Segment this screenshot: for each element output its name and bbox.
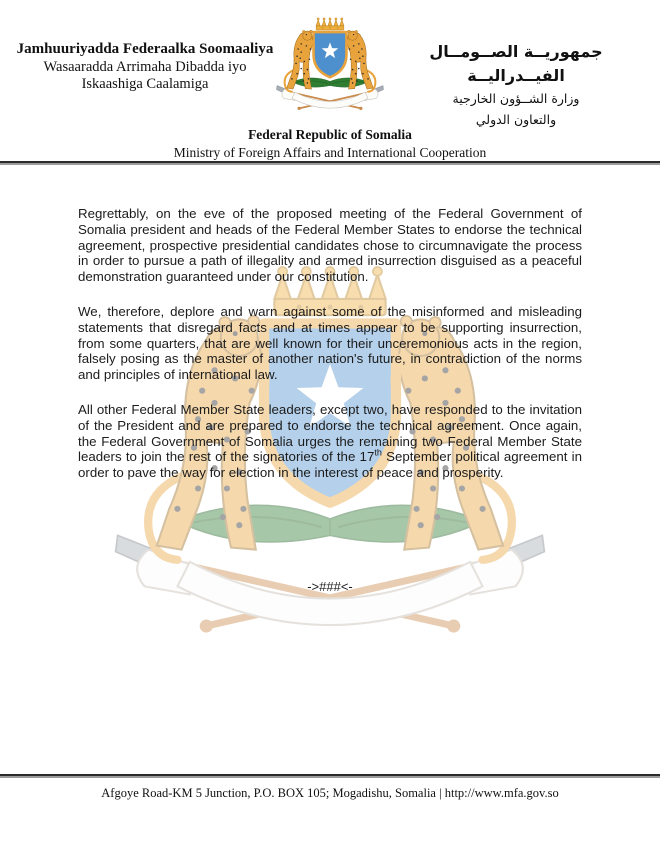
paragraph-3-text-end: September political agreement in order to pave the way for election in the interest of peace and prosperity.: [78, 449, 583, 481]
somali-ministry-line2: Iskaashiga Caalamiga: [81, 76, 209, 92]
english-country-title: Federal Republic of Somalia: [248, 127, 412, 142]
paragraph-1: Regrettably, on the eve of the proposed meeting of the Federal Government of Somalia president and heads of the Federal Member States to endorse the technical agreement, prospective presidential candidates chose to circumnavigate the process in order to pursue a path of illegality and armed insurrection disguised as a peaceful demonstration guaranteed under our constitution.: [78, 206, 582, 285]
arabic-ministry-line2: والتعاون الدولي: [475, 112, 557, 127]
footer-divider: [0, 774, 660, 776]
letter-body: [78, 206, 582, 500]
paragraph-2: We, therefore, deplore and warn against some of the misinformed and misleading statements that disregard facts and at times appear to be supporting insurrection, from some quarters, that are well known for their unceremonious acts in the region, falsely posing as the master of another nation's future, in contradiction of the norms and principles of international law.: [78, 303, 582, 383]
header-divider: [0, 161, 660, 163]
arabic-country-title: جمهوريــة الصــومــال الفيــدراليــة: [429, 42, 603, 85]
letterhead-english: [0, 126, 660, 161]
letterhead-somali: [0, 41, 290, 94]
arabic-ministry-line1: وزارة الشــؤون الخارجية: [452, 91, 580, 106]
end-of-document-marker: ->###<-: [307, 579, 353, 594]
somalia-coat-of-arms-icon: [263, 13, 397, 121]
footer-address: Afgoye Road-KM 5 Junction, P.O. BOX 105; Mogadishu, Somalia | http://www.mfa.gov.so: [101, 786, 559, 800]
paragraph-3-text: All other Federal Member State leaders, except two, have responded to the invitation of the President and are prepared to endorse the technical agreement. Once again, the Federal Government of Somalia urges the remaining two Federal Member State leaders to join the rest of the signatories of the 17: [78, 401, 582, 465]
english-ministry-title: Ministry of Foreign Affairs and International Cooperation: [173, 144, 487, 160]
somali-ministry-line1: Wasaaradda Arrimaha Dibadda iyo: [43, 58, 247, 75]
somali-country-title: Jamhuuriyadda Federaalka Soomaaliya: [16, 41, 274, 57]
letterhead-arabic: [382, 40, 650, 130]
paragraph-3: [78, 402, 582, 481]
ordinal-superscript: th: [374, 447, 382, 458]
